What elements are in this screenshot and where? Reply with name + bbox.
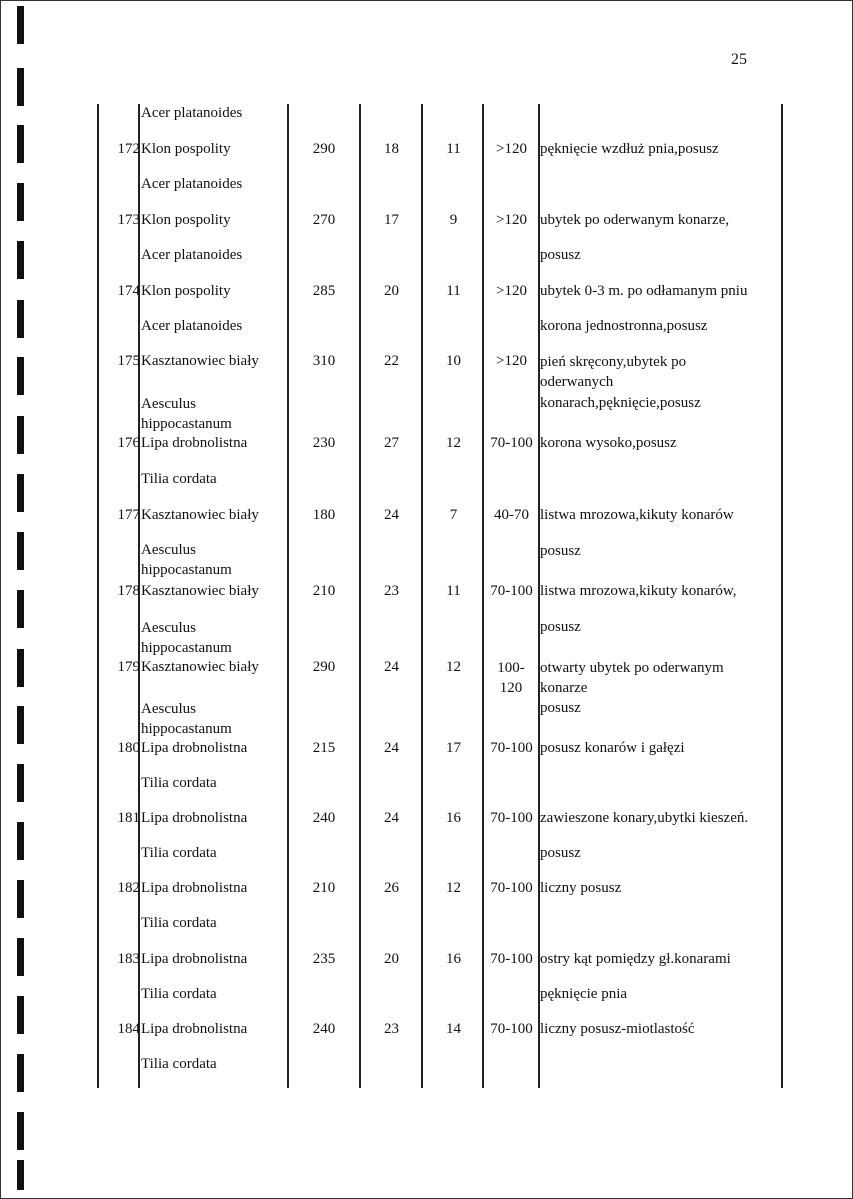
tree-note: otwarty ubytek po oderwanym konarze [540, 660, 724, 696]
binder-hole [17, 649, 24, 687]
cell-value: 23 [384, 583, 399, 599]
cell-value: 180 [312, 507, 336, 523]
tree-note: posusz [540, 619, 581, 635]
table-border-left [97, 104, 99, 1088]
tree-note: pęknięcie pnia [540, 986, 628, 1002]
tree-polish-name: Kasztanowiec biały [141, 507, 259, 523]
tree-note: pęknięcie wzdłuż pnia,posusz [540, 141, 719, 157]
tree-number: 174 [117, 283, 140, 299]
tree-latin-name: Tilia cordata [141, 471, 217, 487]
tree-number: 183 [117, 951, 140, 967]
tree-note: posusz [540, 700, 581, 716]
tree-latin-name: Acer platanoides [141, 176, 243, 192]
cell-value: 70-100 [490, 740, 533, 756]
tree-polish-name: Kasztanowiec biały [141, 353, 259, 369]
tree-latin-name: Aesculus hippocastanum [141, 620, 232, 656]
cell-value: 22 [384, 353, 399, 369]
tree-latin-name: Aesculus hippocastanum [141, 701, 232, 737]
cell-value: 17 [384, 212, 399, 228]
binder-hole [17, 532, 24, 570]
cell-value: 11 [446, 583, 461, 599]
tree-note: ubytek 0-3 m. po odłamanym pniu [540, 283, 748, 299]
binder-hole [17, 764, 24, 802]
cell-value: 240 [312, 1021, 336, 1037]
cell-value: >120 [496, 141, 527, 157]
tree-note: korona wysoko,posusz [540, 435, 677, 451]
tree-note: listwa mrozowa,kikuty konarów, [540, 583, 737, 599]
tree-latin-name: Aesculus hippocastanum [141, 542, 232, 578]
tree-latin-name: Acer platanoides [141, 247, 243, 263]
cell-value: 290 [312, 659, 336, 675]
tree-note: pień skręcony,ubytek po oderwanych [540, 354, 687, 390]
tree-polish-name: Lipa drobnolistna [141, 951, 248, 967]
binder-hole [17, 125, 24, 163]
cell-value: 70-100 [490, 810, 533, 826]
cell-value: 235 [312, 951, 336, 967]
cell-value: 16 [446, 810, 461, 826]
cell-value: 24 [384, 659, 399, 675]
cell-value: 210 [312, 880, 336, 896]
tree-latin-name: Acer platanoides [141, 318, 243, 334]
binder-hole [17, 68, 24, 106]
cell-value: 70-100 [490, 1021, 533, 1037]
cell-value: 20 [384, 283, 399, 299]
cell-value: 240 [312, 810, 336, 826]
tree-note: konarach,pęknięcie,posusz [540, 395, 701, 411]
tree-polish-name: Lipa drobnolistna [141, 740, 248, 756]
cell-value: 17 [446, 740, 461, 756]
cell-value: 27 [384, 435, 399, 451]
tree-polish-name: Lipa drobnolistna [141, 435, 248, 451]
binder-hole [17, 474, 24, 512]
binder-hole [17, 183, 24, 221]
binder-hole [17, 6, 24, 44]
tree-latin-name: Aesculus hippocastanum [141, 396, 232, 432]
tree-note: posusz [540, 543, 581, 559]
tree-polish-name: Klon pospolity [141, 212, 231, 228]
cell-value: >120 [496, 212, 527, 228]
cell-value: 26 [384, 880, 399, 896]
cell-value: 40-70 [494, 507, 529, 523]
cell-value: 12 [446, 435, 461, 451]
cell-value: 310 [312, 353, 336, 369]
cell-value: 18 [384, 141, 399, 157]
tree-note: zawieszone konary,ubytki kieszeń. [540, 810, 749, 826]
cell-value: 16 [446, 951, 461, 967]
tree-polish-name: Klon pospolity [141, 283, 231, 299]
cell-value: 12 [446, 659, 461, 675]
cell-value: 23 [384, 1021, 399, 1037]
binder-hole [17, 706, 24, 744]
binder-hole [17, 300, 24, 338]
cell-value: 230 [312, 435, 336, 451]
cell-value: 12 [446, 880, 461, 896]
cell-value: 285 [312, 283, 336, 299]
binder-hole [17, 357, 24, 395]
tree-number: 182 [117, 880, 140, 896]
binder-hole [17, 822, 24, 860]
binder-hole [17, 416, 24, 454]
cell-value: 20 [384, 951, 399, 967]
tree-note: liczny posusz [540, 880, 622, 896]
tree-polish-name: Kasztanowiec biały [141, 583, 259, 599]
table-border-right [781, 104, 783, 1088]
tree-number: 173 [117, 212, 140, 228]
cell-value: 14 [446, 1021, 461, 1037]
binder-hole [17, 996, 24, 1034]
cell-value: 70-100 [490, 435, 533, 451]
cell-value: 24 [384, 740, 399, 756]
tree-polish-name: Klon pospolity [141, 141, 231, 157]
binder-hole [17, 590, 24, 628]
tree-note: ubytek po oderwanym konarze, [540, 212, 730, 228]
cell-value: 100-120 [497, 660, 525, 696]
binder-hole [17, 938, 24, 976]
cell-value: 290 [312, 141, 336, 157]
binder-hole [17, 880, 24, 918]
tree-note: korona jednostronna,posusz [540, 318, 708, 334]
tree-note: liczny posusz-miotlastość [540, 1021, 695, 1037]
tree-latin-name: Tilia cordata [141, 986, 217, 1002]
tree-note: posusz [540, 247, 581, 263]
cell-value: 10 [446, 353, 461, 369]
cell-value: >120 [496, 283, 527, 299]
tree-latin-name: Acer platanoides [141, 105, 243, 121]
tree-polish-name: Lipa drobnolistna [141, 810, 248, 826]
tree-note: posusz [540, 845, 581, 861]
tree-number: 184 [117, 1021, 140, 1037]
binder-hole [17, 1054, 24, 1092]
tree-number: 172 [117, 141, 140, 157]
tree-number: 175 [117, 353, 140, 369]
tree-latin-name: Tilia cordata [141, 915, 217, 931]
cell-value: 270 [312, 212, 336, 228]
cell-value: 11 [446, 283, 461, 299]
tree-polish-name: Lipa drobnolistna [141, 1021, 248, 1037]
binder-hole [17, 1112, 24, 1150]
tree-number: 181 [117, 810, 140, 826]
cell-value: 70-100 [490, 583, 533, 599]
tree-note: listwa mrozowa,kikuty konarów [540, 507, 734, 523]
tree-note: ostry kąt pomiędzy gł.konarami [540, 951, 731, 967]
tree-note: posusz konarów i gałęzi [540, 740, 685, 756]
tree-number: 177 [117, 507, 140, 523]
tree-latin-name: Tilia cordata [141, 775, 217, 791]
cell-value: 215 [312, 740, 336, 756]
tree-polish-name: Kasztanowiec biały [141, 659, 259, 675]
tree-number: 179 [117, 659, 140, 675]
cell-value: 24 [384, 810, 399, 826]
binder-hole [17, 1160, 24, 1190]
page-number: 25 [731, 51, 747, 68]
tree-latin-name: Tilia cordata [141, 845, 217, 861]
tree-latin-name: Tilia cordata [141, 1056, 217, 1072]
cell-value: 11 [446, 141, 461, 157]
cell-value: 210 [312, 583, 336, 599]
tree-number: 176 [117, 435, 140, 451]
tree-number: 178 [117, 583, 140, 599]
cell-value: 70-100 [490, 880, 533, 896]
binder-hole [17, 241, 24, 279]
tree-number: 180 [117, 740, 140, 756]
cell-value: 24 [384, 507, 399, 523]
cell-value: 7 [449, 507, 458, 523]
cell-value: 70-100 [490, 951, 533, 967]
cell-value: >120 [496, 353, 527, 369]
tree-polish-name: Lipa drobnolistna [141, 880, 248, 896]
cell-value: 9 [449, 212, 458, 228]
